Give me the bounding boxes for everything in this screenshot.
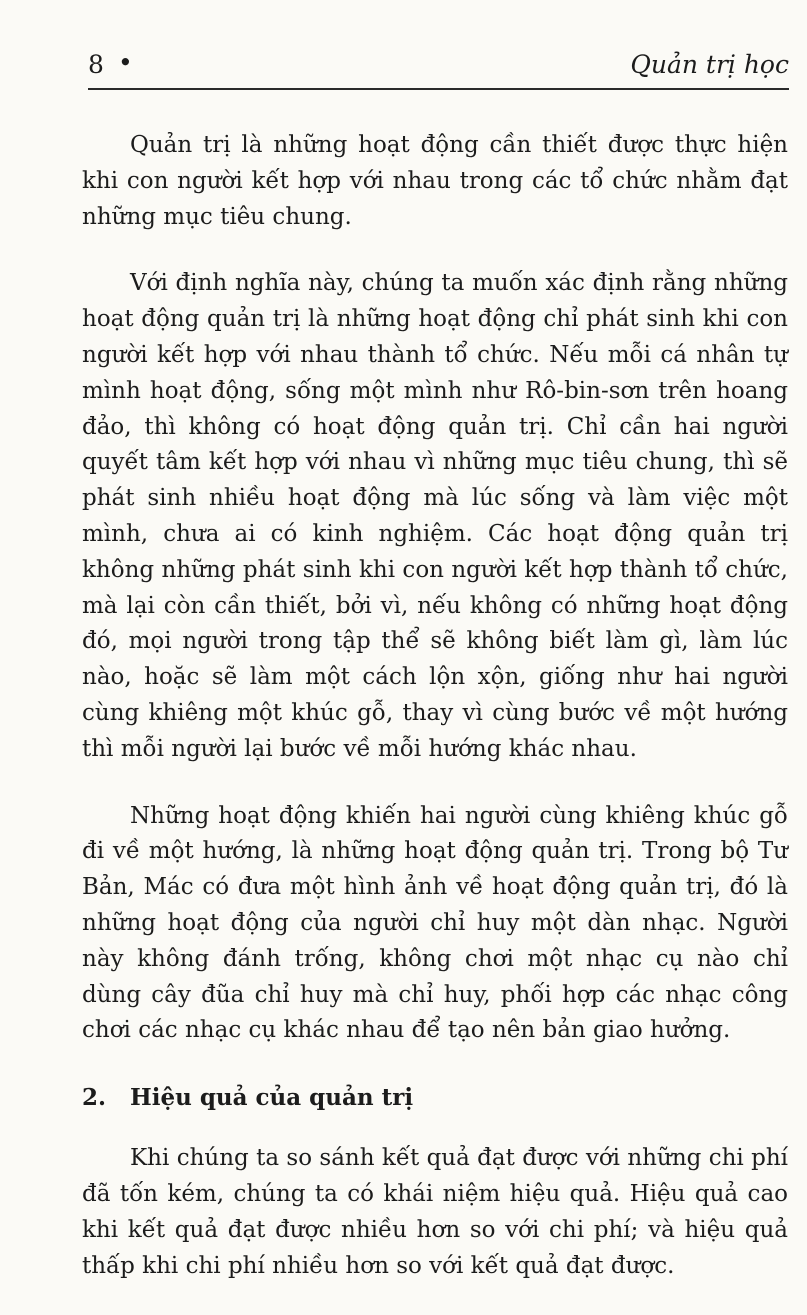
page-number: 8	[88, 50, 104, 79]
running-title: Quản trị học	[630, 50, 789, 79]
paragraph-explanation: Với định nghĩa này, chúng ta muốn xác định rằng những hoạt động quản trị là những hoạt động chỉ phát sinh khi con người kết hợp với nhau thành tổ chức. Nếu mỗi cá nhân tự mình hoạt động, sống một mình như Rô-bin-sơn trên hoang đảo, thì không có hoạt động quản trị. Chỉ cần hai người quyết tâm kết hợp với nhau vì những mục tiêu chung, thì sẽ phát sinh nhiều hoạt động mà lúc sống và làm việc một mình, chưa ai có kinh nghiệm. Các hoạt động quản trị không những phát sinh khi con người kết hợp thành tổ chức, mà lại còn cần thiết, bởi vì, nếu không có những hoạt động đó, mọi người trong tập thể sẽ không biết làm gì, làm lúc nào, hoặc sẽ làm một cách lộn xộn, giống như hai người cùng khiêng một khúc gỗ, thay vì cùng bước về một hướng thì mỗi người lại bước về mỗi hướng khác nhau.	[82, 270, 788, 762]
page-header	[88, 48, 789, 90]
section-number: 2.	[82, 1084, 107, 1112]
paragraph-efficiency: Khi chúng ta so sánh kết quả đạt được với những chi phí đã tốn kém, chúng ta có khái niệm hiệu quả. Hiệu quả cao khi kết quả đạt được nhiều hơn so với chi phí; và hiệu quả thấp khi chi phí nhiều hơn so với kết quả đạt được.	[82, 1145, 788, 1279]
header-bullet: •	[118, 48, 133, 77]
paragraph-definition: Quản trị là những hoạt động cần thiết được thực hiện khi con người kết hợp với nhau trong các tổ chức nhằm đạt những mục tiêu chung.	[82, 132, 788, 230]
paragraph-example: Những hoạt động khiến hai người cùng khiêng khúc gỗ đi về một hướng, là những hoạt động quản trị. Trong bộ Tư Bản, Mác có đưa một hình ảnh về hoạt động quản trị, đó là những hoạt động của người chỉ huy một dàn nhạc. Người này không đánh trống, không chơi một nhạc cụ nào chỉ dùng cây đũa chỉ huy mà chỉ huy, phối hợp các nhạc công chơi các nhạc cụ khác nhau để tạo nên bản giao hưởng.	[82, 802, 788, 1044]
page-body	[82, 128, 788, 1315]
section-title: Hiệu quả của quản trị	[130, 1084, 414, 1112]
section-heading	[82, 1080, 788, 1115]
